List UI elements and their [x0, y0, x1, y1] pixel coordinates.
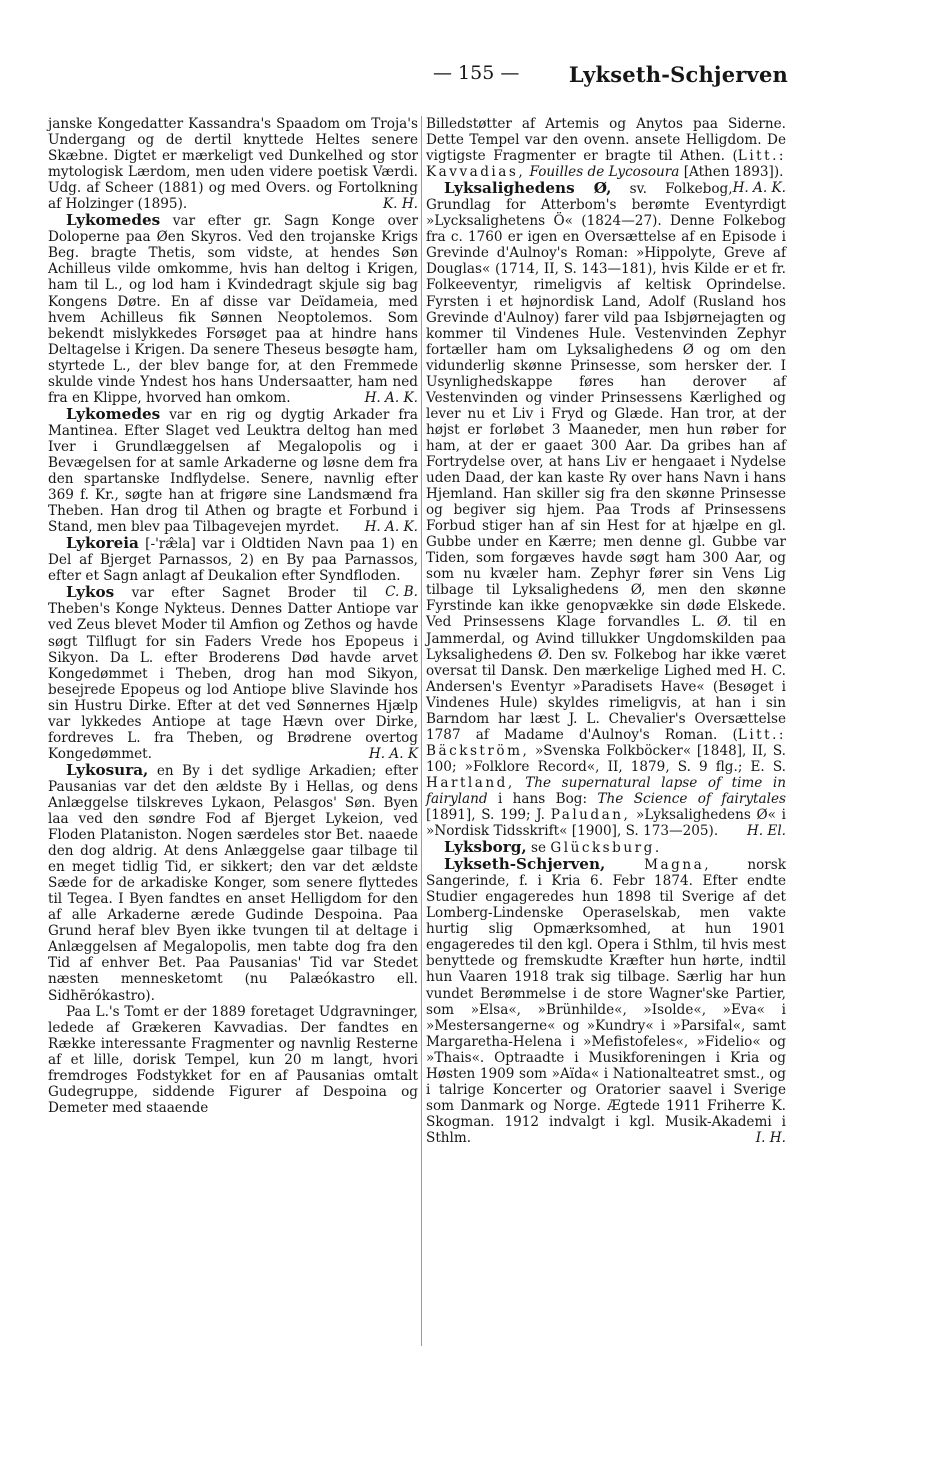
entry-body: »Lyksalighedens Ø« i »Nordisk Tidsskrift« [1900], S. 173—205).: [426, 807, 786, 840]
author-name: Paludan,: [550, 807, 631, 824]
author-signature: C. B.: [385, 584, 418, 601]
entry-headword: Lykomedes: [66, 211, 161, 230]
column-divider: [421, 116, 422, 1346]
entry-lykosura: [48, 762, 418, 1116]
entry-body: en By i det sydlige Arkadien; efter Pausanias var det den ældste By i Hellas, og dens Anlæggelse tilskreves Lykaon, Pelasgos' Søn. Byen laa ved den søndre Fod af Bjerget Lykeion, ved Floden Plataniston. Nogen særdeles stor Bet. naaede den dog aldrig. At dens Anlæggelse gaar tilbage til en meget tidlig Tid, er sikkert; den var det ældste Sæde for de arkadiske Konger, som senere flyttedes til Tegea. I Byen fandtes en anset Helligdom for den af alle Arkaderne ærede Gudinde Despoina. Paa Grund heraf blev Byen ikke tvungen til at deltage i Anlæggelsen af Megalopolis, men tabte dog fra den Tid af enhver Bet. Paa Pausanias' Tid var Stedet næsten mennesketomt (nu Palæókastro ell. Sidhērókastro).: [48, 762, 418, 1004]
entry-lyksborg: [426, 839, 786, 856]
entry-body: var en rig og dygtig Arkader fra Mantinea. Efter Slaget ved Leuktra deltog han med Iver i Grundlæggelsen af Megalopolis og i Bevægelsen for at samle Arkaderne og løsne dem fra den spartanske Indflydelse. Senere, navnlig efter 369 f. Kr., søgte han at frigøre sine Landsmænd fra Theben. Han drog til Athen og bragte et Forbund i Stand, men blev paa Tilbagevejen myrdet.: [48, 406, 418, 536]
entry-body: sv. Folkebog, Grundlag for Atterbom's berømte Eventyrdigt »Lycksalighetens Ö« (1824—27). Denne Folkebog fra c. 1760 er igen en Oversættelse af en Episode i Grevinde d'Aulnoy's Roman: »Hippolyte, Greve af Douglas« (1714, II, S. 143—181), hvis Kilde er et fr. Folkeeventyr, rimeligvis af keltisk Oprindelse. Fyrsten i et højnordisk Land, Adolf (Rusland hos Grevinde d'Aulnoy) farer vild paa Isbjørnejagten og kommer til Vindenes Hule. Vestenvinden Zephyr fortæller ham om Lyksalighedens Ø og om den vidunderlig skønne Prinsesse, som hersker der. I Usynlighedskappe føres han derover af Vestenvinden og vinder Prinsessens Kærlighed og lever nu et Liv i Fryd og Glæde. Han tror, at der højst er forløbet 3 Maaneder, men hun røber for ham, at der er gaaet 300 Aar. Da gribes han af Fortrydelse over, at hans Liv er hengaaet i Nydelse uden Daad, der kan kaste Ry over hans Navn i hans Hjemland. Han skiller sig fra den skønne Prinsesse og begiver sig hjem. Paa Trods af Prinsessens Forbud stiger han af sin Hest for at hjælpe en gl. Gubbe under en Kærre; men denne gl. Gubbe var Tiden, som forgæves havde søgt ham 300 Aar, og som nu kvæler ham. Zephyr fører sin Vens Lig tilbage til Lyksalighedens Ø, men den skønne Fyrstinde kan ikke genopvække sin døde Elskede. Ved Prinsessens Klage forvandles L. Ø. til en Jammerdal, og Avind tillukker Ungdomskilden paa Lyksalighedens Ø. Den sv. Folkebog har ikke været oversat til Dansk. Den mærkelige Lighed med H. C. Andersen's Eventyr »Paradisets Have« (Besøget i Vindenes Hule) skyldes rimeligvis, at han i sin Barndom har læst J. L. Chevalier's Oversættelse 1787 af Madame d'Aulnoy's Roman. (: [426, 181, 786, 743]
entry-body-paragraph: Paa L.'s Tomt er der 1889 foretaget Udgravninger, ledede af Grækeren Kavvadias. Der fandtes en Række interessante Fragmenter og navnlig Resterne af et lille, dorisk Tempel, kun 20 m langt, hvori fremdroges Fodstykket for en af Pausanias omtalt Gudegruppe, siddende Figurer af Despoina og Demeter med staaende: [48, 1003, 418, 1116]
author-signature: I. H.: [755, 1129, 786, 1146]
author-signature: H. A. K.: [732, 180, 786, 197]
author-name: Bäckström,: [426, 742, 530, 759]
author-signature: H. El.: [746, 823, 786, 840]
entry-body: se: [526, 840, 551, 857]
author-signature: H. A. K.: [364, 519, 418, 536]
right-column: [426, 116, 786, 1146]
page-header: [48, 62, 788, 92]
literature-label: Litt.:: [737, 148, 786, 165]
entry-headword: Lyksalighedens Ø,: [444, 179, 612, 198]
entry-headword: Lykosura,: [66, 760, 149, 779]
entry-body: Billedstøtter af Artemis og Anytos paa Siderne. Dette Tempel var den ovenn. ansete Helligdom. De vigtigste Fragmenter er bragte til Athen. (: [426, 116, 786, 165]
running-head: Lykseth-Schjerven: [568, 62, 788, 87]
entry-lykseth-schjerven: [426, 856, 786, 1146]
author-name: Hartland,: [426, 774, 515, 791]
entry-body: var efter Sagnet Broder til Theben's Konge Nykteus. Dennes Datter Antiope var ved Zeus blevet Moder til Amfion og Zethos og havde søgt Tilflugt for sin Faders Vrede hos Epopeus i Sikyon. Da L. efter Broderens Død havde arvet Kongedømmet i Theben, drog han mod Sikyon, besejrede Epopeus og lod Antiope blive Slavinde hos sin Hustru Dirke. Efter at det ved Sønnernes Hjælp var lykkedes Antiope at tage Hævn over Dirke, fordreves L. fra Theben, og Brødrene overtog Kongedømmet.: [48, 585, 418, 762]
entry-headword: Lykseth-Schjerven,: [444, 855, 606, 874]
page-number: — 155 —: [433, 62, 520, 84]
entry-headword: Lyksborg,: [444, 838, 527, 857]
entry-body: var efter gr. Sagn Konge over Doloperne paa Øen Skyros. Ved den trojanske Krigs Beg. bragte Thetis, som vidste, at hendes Søn Achilleus vilde omkomme, hvis han deltog i Krigen, ham til L., og lod ham i Kvindedragt skjule sig bag Kongens Døtre. En af disse var Deïdameia, med hvem Achilleus fik Sønnen Neoptolemos. Som bekendt mislykkedes Forsøget paa at hindre hans Deltagelse i Krigen. Da senere Theseus besøgte ham, styrtede L., der blev bange for, at den Fremmede skulde vinde Yndest hos hans Undersaatter, ham ned fra en Klippe, hvorved han omkom.: [48, 213, 418, 406]
entry-headword: Lykoreia: [66, 534, 139, 553]
entry-body: »Svenska Folkböcker« [1848], II, S. 100; »Folklore Record«, II, 1879, S. 9 flg.; E. S.: [426, 742, 786, 775]
cross-reference: Glücksburg.: [550, 840, 662, 857]
author-name: Kavvadias,: [426, 164, 526, 181]
author-signature: K. H.: [383, 196, 418, 213]
work-title: The supernatural lapse of time in fairyland: [426, 774, 786, 807]
entry-body: i hans Bog:: [487, 790, 598, 807]
person-name: Magna,: [605, 857, 712, 874]
entry-body: [Athen 1893]).: [679, 164, 784, 181]
entry-lykomedes-1: [48, 212, 418, 406]
work-title: Fouilles de Lycosoura: [529, 164, 680, 181]
entry-lykos: [48, 584, 418, 762]
entry-body: [1891], S. 199; J.: [426, 807, 551, 824]
entry-body: [-'ræ̂la] var i Oldtiden Navn paa 1) en Del af Bjerget Parnassos, 2) en By paa Parnassos, efter et Sagn anlagt af Deukalion efter Syndfloden.: [48, 536, 418, 585]
literature-label: Litt.:: [737, 726, 786, 743]
entry-continuation: [48, 116, 418, 212]
left-column: [48, 116, 418, 1116]
author-signature: H. A. K.: [364, 389, 418, 406]
entry-lykomedes-2: [48, 406, 418, 535]
author-signature: H. A. K: [368, 745, 418, 762]
entry-body: janske Kongedatter Kassandra's Spaadom om Troja's Undergang og de dertil knyttede Heltes senere Skæbne. Digtet er mærkeligt ved Dunkelhed og stor mytologisk Lærdom, men uden videre poetisk Værdi. Udg. af Scheer (1881) og med Overs. og Fortolkning af Holzinger (1895).: [48, 116, 418, 213]
entry-headword: Lykos: [66, 583, 115, 602]
entry-headword: Lykomedes: [66, 404, 161, 423]
work-title: The Science of fairytales: [597, 790, 786, 807]
entry-body: norsk Sangerinde, f. i Kria 6. Febr 1874. Efter endte Studier engageredes hun 1898 til Sverige af det Lomberg-Lindenske Operaselskab, men vakte hurtig slig Opmærksomhed, at hun 1901 engageredes til den kgl. Opera i Sthlm, til hvis mest benyttede og fremskudte Kræfter hun hørte, indtil hun Vaaren 1918 trak sig tilbage. Særlig har hun vundet Berømmelse i de store Wagner'ske Partier, som »Elsa«, »Brünhilde«, »Isolde«, »Eva« i »Mestersangerne« og »Kundry« i »Parsifal«, samt Margaretha-Helena i »Mefistofeles«, »Fidelio« og »Thais«. Optraadte i Musikforeningen i Kria og Høsten 1909 som »Aïda« i Nationalteatret smst., og i talrige Koncerter og Oratorier saavel i Sverige som Danmark og Norge. Ægtede 1911 Friherre K. Skogman. 1912 indvalgt i kgl. Musik-Akademi i Sthlm.: [426, 857, 786, 1146]
entry-lyksalighedens-o: [426, 180, 786, 839]
